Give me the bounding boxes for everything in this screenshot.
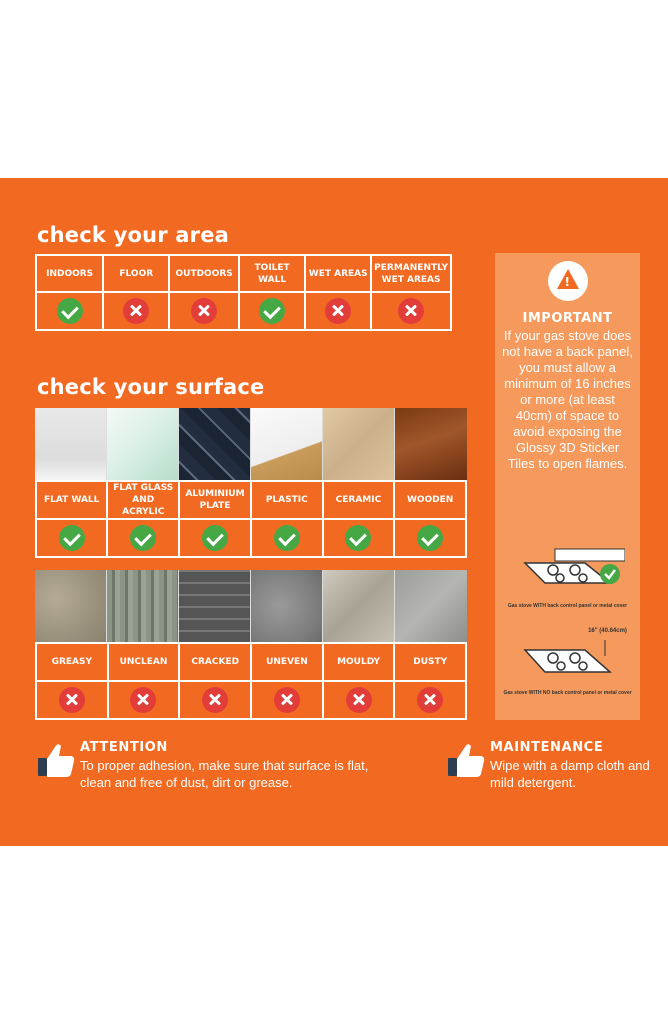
info-panel — [0, 178, 668, 846]
important-title: IMPORTANT — [522, 311, 613, 326]
thumbs-up-icon — [445, 738, 489, 782]
stove-distance: 16" (40.64cm) — [588, 628, 627, 634]
surface-label: UNEVEN — [251, 643, 323, 681]
area-label: INDOORS — [36, 255, 103, 292]
cross-icon — [202, 687, 228, 713]
important-box — [495, 253, 640, 720]
plastic-photo — [251, 408, 323, 480]
cross-icon — [191, 298, 217, 324]
maintenance-text: Wipe with a damp cloth and mild detergent. — [490, 758, 650, 790]
cracked-photo — [179, 570, 251, 642]
aluminium-photo — [179, 408, 251, 480]
cross-icon — [417, 687, 443, 713]
attention-text: To proper adhesion, make sure that surface is flat, clean and free of dust, dirt or grease. — [80, 758, 369, 790]
check-icon — [417, 525, 443, 551]
cross-icon — [346, 687, 372, 713]
unclean-photo — [107, 570, 179, 642]
cross-icon — [274, 687, 300, 713]
wooden-photo — [395, 408, 467, 480]
surface-label: FLAT GLASS AND ACRYLIC — [107, 481, 179, 519]
uneven-photo — [251, 570, 323, 642]
important-text: If your gas stove does not have a back panel, you must allow a minimum of 16 inches or more (at least 40cm) of space to avoid exposing the Glossy 3D Sticker Tiles to open flames. — [502, 328, 633, 471]
surface-label: WOODEN — [394, 481, 466, 519]
area-label: WET AREAS — [305, 255, 371, 292]
check-icon — [202, 525, 228, 551]
dusty-photo — [395, 570, 467, 642]
check-icon — [59, 525, 85, 551]
area-heading: check your area — [37, 223, 230, 247]
surface-label: UNCLEAN — [108, 643, 180, 681]
glass-photo — [107, 408, 179, 480]
stove-with-panel-icon — [515, 543, 625, 593]
cross-icon — [59, 687, 85, 713]
check-icon — [130, 525, 156, 551]
bad-surface-photos — [35, 570, 467, 642]
surface-label: FLAT WALL — [36, 481, 107, 519]
surface-label: CRACKED — [179, 643, 251, 681]
area-label: FLOOR — [103, 255, 169, 292]
thumbs-up-icon — [35, 738, 79, 782]
area-label: OUTDOORS — [169, 255, 239, 292]
stove-without-panel-icon — [515, 638, 625, 688]
surface-label: ALUMINIUM PLATE — [179, 481, 251, 519]
bad-surface-table — [35, 642, 467, 720]
stove-caption-with: Gas stove WITH back control panel or metal cover — [507, 603, 628, 609]
check-icon — [274, 525, 300, 551]
cross-icon — [325, 298, 351, 324]
area-label: TOILET WALL — [239, 255, 305, 292]
surface-label: GREASY — [36, 643, 108, 681]
good-surface-table — [35, 480, 467, 558]
mouldy-photo — [323, 570, 395, 642]
surface-label: DUSTY — [394, 643, 466, 681]
stove-caption-without: Gas stove WITH NO back control panel or metal cover — [503, 690, 632, 696]
surface-heading: check your surface — [37, 375, 265, 399]
greasy-photo — [35, 570, 107, 642]
surface-label: CERAMIC — [323, 481, 395, 519]
cross-icon — [130, 687, 156, 713]
attention-title: ATTENTION — [80, 740, 168, 755]
surface-label: MOULDY — [323, 643, 395, 681]
cross-icon — [398, 298, 424, 324]
ceramic-photo — [323, 408, 395, 480]
flat-wall-photo — [35, 408, 107, 480]
check-icon — [345, 525, 371, 551]
maintenance-title: MAINTENANCE — [490, 740, 604, 755]
cross-icon — [123, 298, 149, 324]
surface-label: PLASTIC — [251, 481, 323, 519]
area-table — [35, 254, 452, 331]
area-label: PERMANENTLY WET AREAS — [371, 255, 451, 292]
check-icon — [57, 298, 83, 324]
good-surface-photos — [35, 408, 467, 480]
check-icon — [259, 298, 285, 324]
warning-icon: ! — [548, 261, 588, 301]
